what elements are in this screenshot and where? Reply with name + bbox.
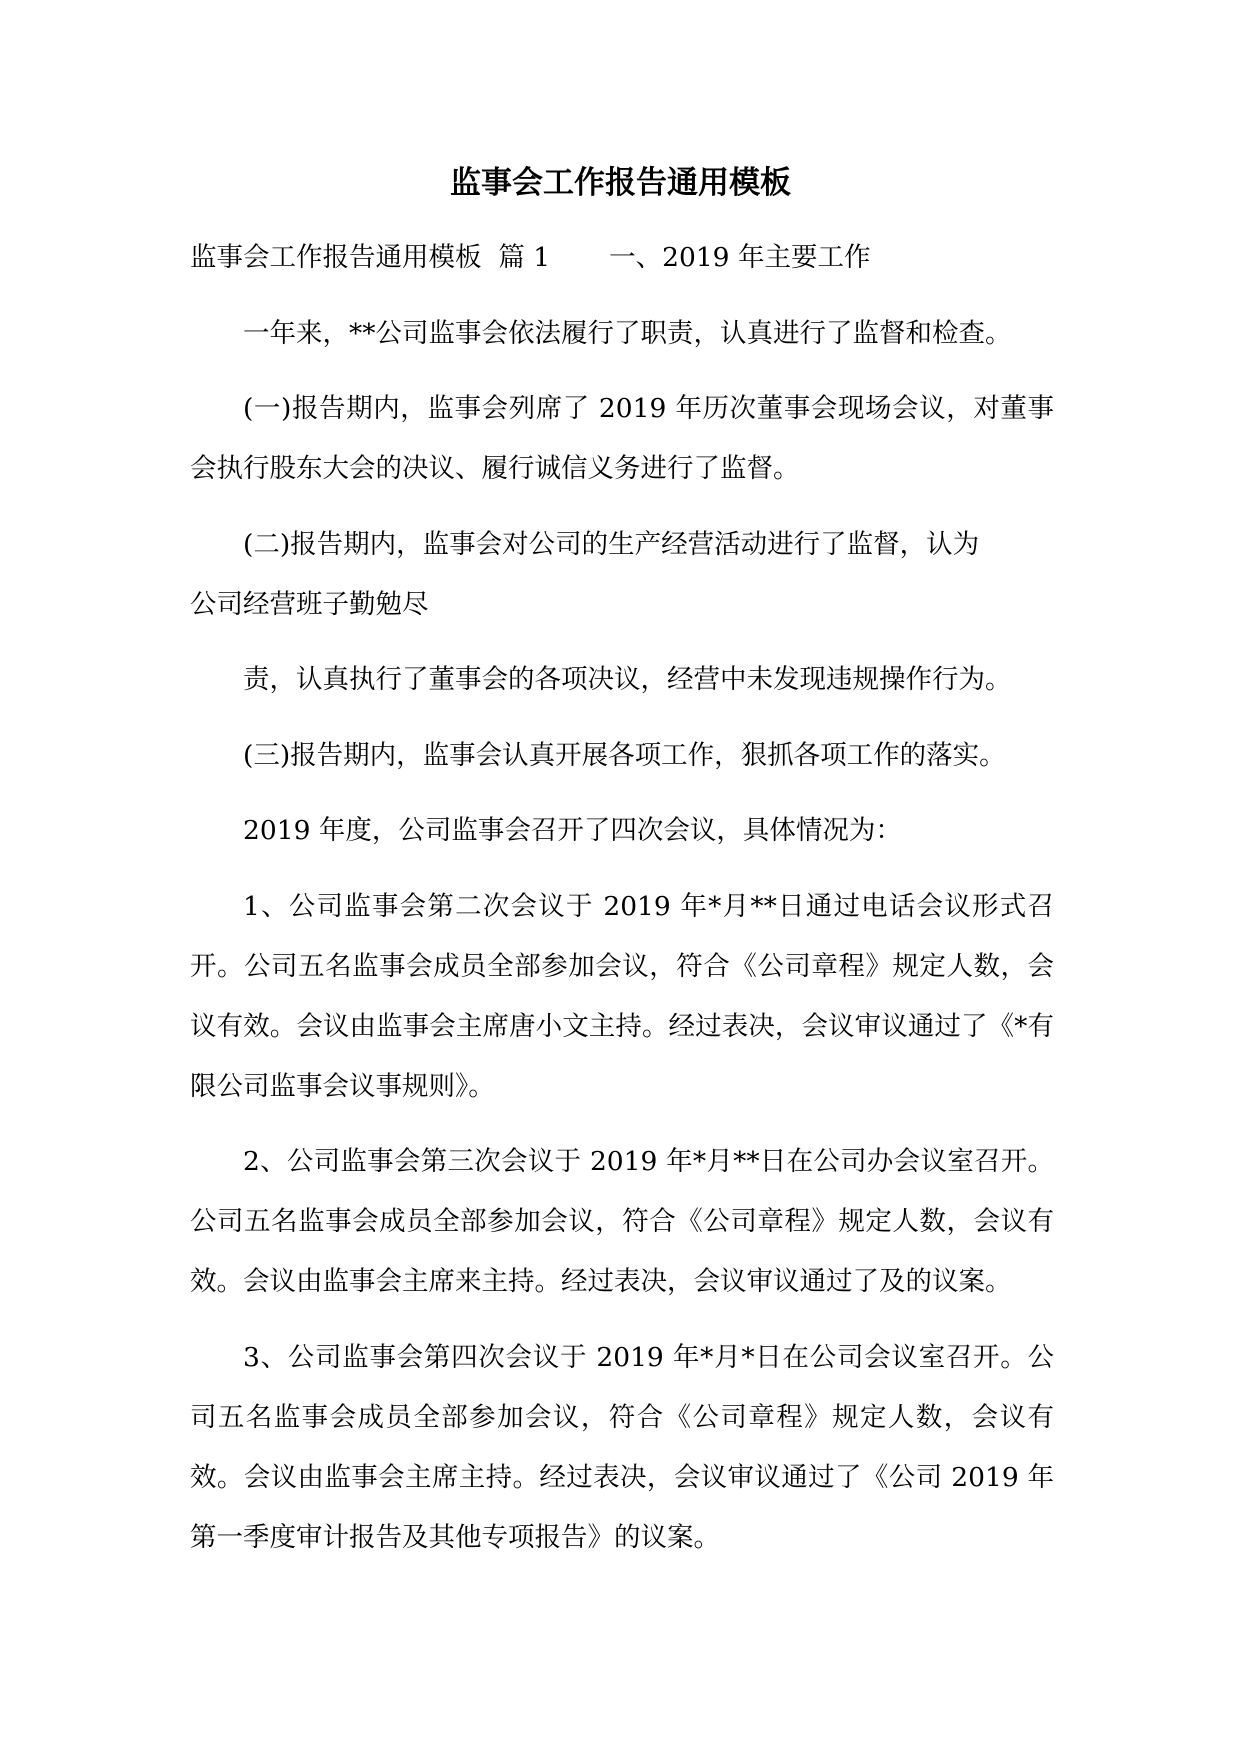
paragraph: 责，认真执行了董事会的各项决议，经营中未发现违规操作行为。 [243, 664, 1012, 695]
paragraph: 1、公司监事会第二次会议于 2019 年*月**日通过电话会议形式召开。公司五名监事会成员全部参加会议，符合《公司章程》规定人数，会议有效。会议由监事会主席唐小文主持。经过表决，会议审议通过了《*有限公司监事会议事规则》。 [190, 890, 1054, 1102]
paragraph: (三)报告期内，监事会认真开展各项工作，狠抓各项工作的落实。 [243, 739, 1006, 771]
document-body [190, 228, 1054, 1583]
paragraph: (二)报告期内，监事会对公司的生产经营活动进行了监督，认为 [243, 528, 980, 560]
paragraph: (一)报告期内，监事会列席了 2019 年历次董事会现场会议，对董事会执行股东大会的决议、履行诚信义务进行了监督。 [190, 393, 1054, 484]
paragraph: 2019 年度，公司监事会召开了四次会议，具体情况为： [243, 815, 902, 846]
paragraph: 2、公司监事会第三次会议于 2019 年*月**日在公司办会议室召开。公司五名监事会成员全部参加会议，符合《公司章程》规定人数，会议有效。会议由监事会主席来主持。经过表决，会议审议通过了及的议案。 [190, 1146, 1054, 1297]
document-title: 监事会工作报告通用模板 [450, 165, 791, 201]
section-subheading: 监事会工作报告通用模板 篇 1 一、2019 年主要工作 [190, 242, 871, 273]
paragraph: 3、公司监事会第四次会议于 2019 年*月*日在公司会议室召开。公司五名监事会成员全部参加会议，符合《公司章程》规定人数，会议有效。会议由监事会主席主持。经过表决，会议审议通过了《公司 2019 年第一季度审计报告及其他专项报告》的议案。 [190, 1341, 1054, 1553]
paragraph: 一年来，**公司监事会依法履行了职责，认真进行了监督和检查。 [243, 317, 1012, 349]
paragraph: 公司经营班子勤勉尽 [190, 588, 429, 620]
